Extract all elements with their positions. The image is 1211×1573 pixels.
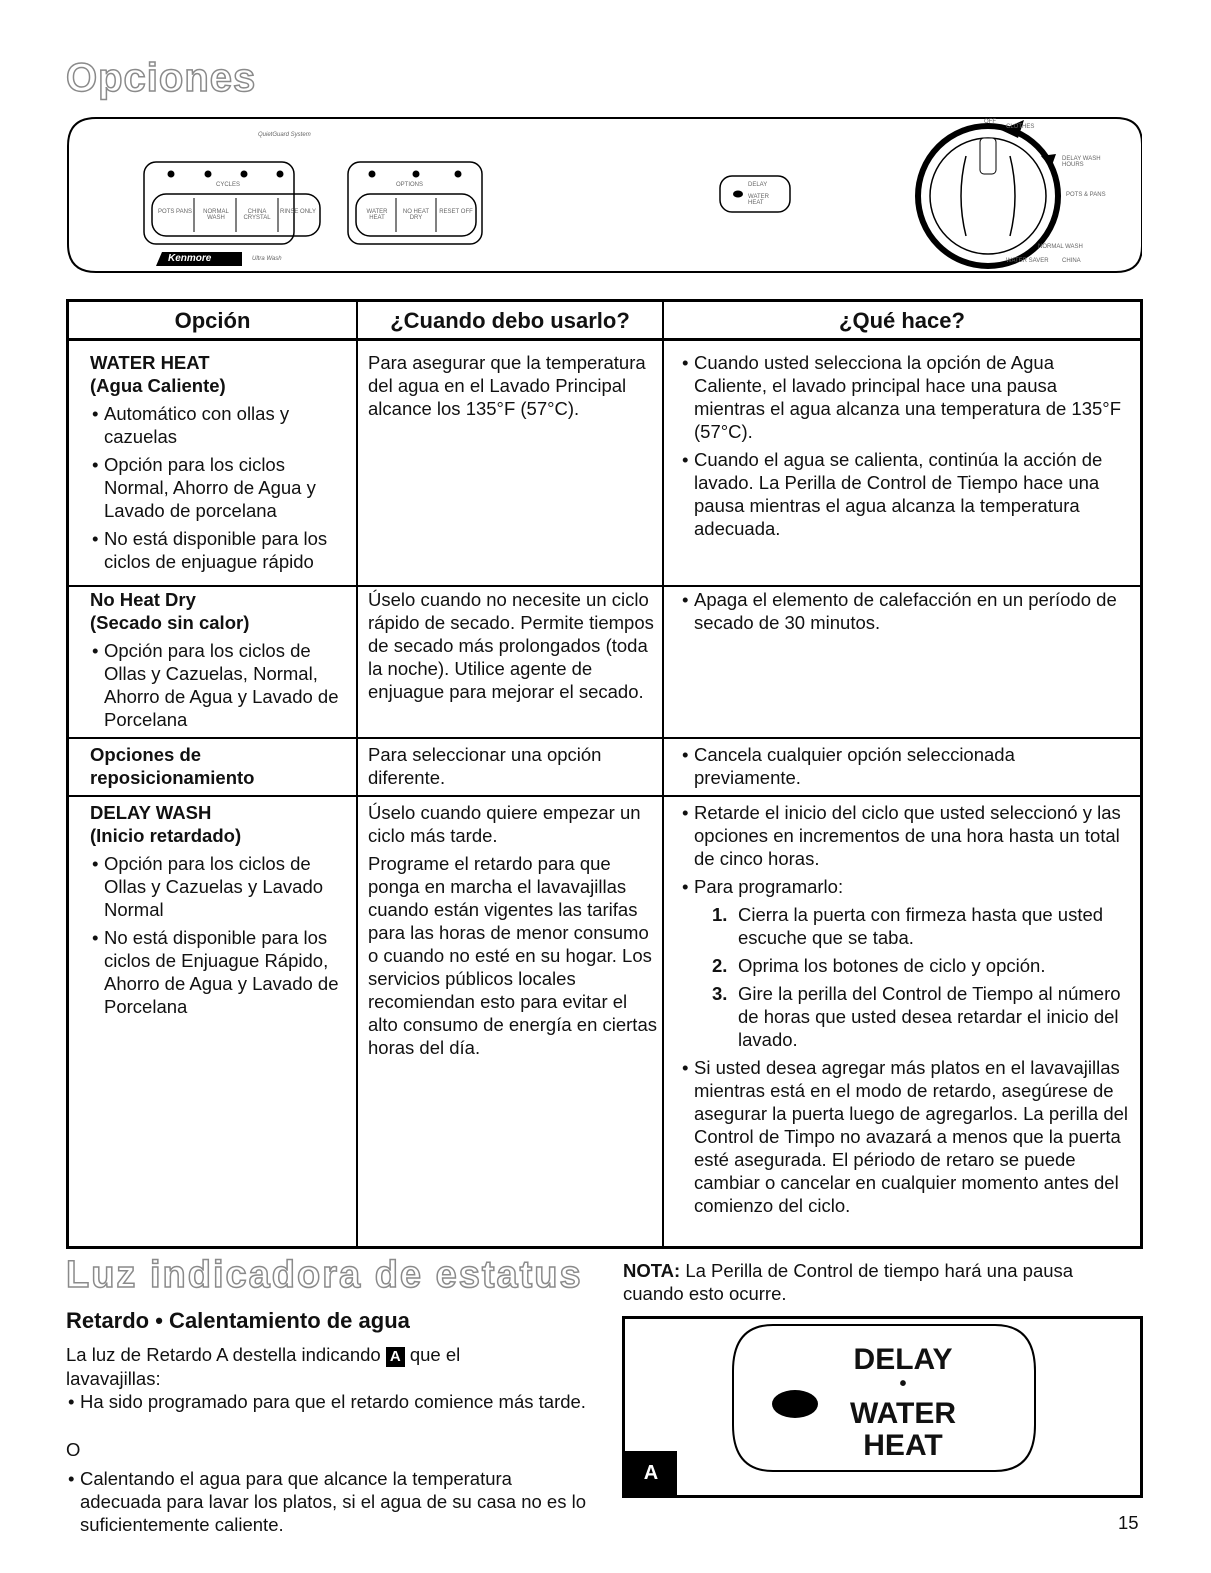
options-label: OPTIONS bbox=[396, 182, 424, 188]
row-reset-when: Para seleccionar una opción diferente. bbox=[368, 744, 602, 788]
cycle-button-3: CHINA CRYSTAL bbox=[243, 209, 271, 221]
dial-label-normal: NORMAL WASH bbox=[1038, 244, 1083, 250]
indicator-delay-text: DELAY bbox=[853, 1343, 953, 1376]
indicator-a-tag: A bbox=[625, 1451, 677, 1495]
ultra-wash-label: Ultra Wash bbox=[252, 256, 282, 262]
control-panel-illustration bbox=[66, 116, 1142, 274]
indicator-illustration bbox=[622, 1316, 1143, 1498]
page-title: Opciones bbox=[66, 56, 257, 100]
row-delay-wash-option: DELAY WASH (Inicio retardado) • Opción para los ciclos de Ollas y Cazuelas y Lavado Normal • No está disponible para los ciclos de Enjuague Rápido, Ahorro de Agua y Lavado de Porcelana bbox=[90, 801, 352, 1023]
dial-label-delay: DELAY WASH HOURS bbox=[1062, 156, 1101, 168]
indicator-dot: • bbox=[899, 1373, 907, 1395]
row-water-heat-when: Para asegurar que la temperatura del agua en el Lavado Principal alcance los 135°F (57°C). bbox=[368, 352, 646, 419]
header-option: Opción bbox=[174, 308, 251, 333]
note: NOTA: La Perilla de Control de tiempo hará una pausa cuando esto ocurre. bbox=[623, 1260, 1074, 1304]
kenmore-logo: Kenmore bbox=[168, 253, 212, 264]
dial-label-pots: POTS & PANS bbox=[1066, 192, 1106, 198]
dial-label-saver: WATER SAVER bbox=[1006, 258, 1049, 264]
header-what: ¿Qué hace? bbox=[839, 308, 965, 333]
options-table bbox=[66, 299, 1143, 1249]
row-reset-what: • Cancela cualquier opción seleccionada previamente. bbox=[680, 743, 1130, 794]
option-button-3: RESET OFF bbox=[439, 209, 473, 215]
panel-delay-label: DELAY bbox=[748, 182, 768, 188]
status-intro: La luz de Retardo A destella indicando A que el lavavajillas: bbox=[66, 1344, 461, 1389]
option-button-2: NO HEAT DRY bbox=[402, 209, 430, 221]
row-reset-option: Opciones de reposicionamiento bbox=[90, 744, 255, 788]
control-panel-outline bbox=[66, 116, 1142, 274]
dial-label-china: CHINA bbox=[1062, 258, 1081, 264]
row-no-heat-dry-what: • Apaga el elemento de calefacción en un período de secado de 30 minutos. bbox=[680, 588, 1130, 639]
marker-a-badge: A bbox=[386, 1347, 405, 1367]
row-delay-wash-when: Úselo cuando quiere empezar un ciclo más tarde. Programe el retardo para que ponga en marcha el lavavajillas cuando están vigentes las tarifas para las horas de menor consumo o cuando no esté en su hogar. Los servicios públicos locales recomiendan esto para evitar el alto consumo de energía en ciertas horas del día. bbox=[368, 802, 657, 1058]
status-bullet-1: • Ha sido programado para que el retardo comience más tarde. bbox=[66, 1390, 586, 1413]
header-when: ¿Cuando debo usarlo? bbox=[390, 308, 630, 333]
indicator-heat-text: HEAT bbox=[863, 1429, 943, 1462]
quietguard-label: QuietGuard System bbox=[258, 132, 311, 138]
dial-label-clothes: CLOTHES bbox=[1006, 124, 1035, 130]
row-no-heat-dry-when: Úselo cuando no necesite un ciclo rápido de secado. Permite tiempos de secado más prolongados (toda la noche). Utilice agente de enjuague para mejorar el secado. bbox=[368, 589, 654, 702]
indicator-water-text: WATER bbox=[849, 1397, 957, 1430]
row-no-heat-dry-option: No Heat Dry (Secado sin calor) • Opción para los ciclos de Ollas y Cazuelas, Normal, Ahorro de Agua y Lavado de Porcelana bbox=[90, 588, 352, 736]
row-water-heat-option: WATER HEAT (Agua Caliente) • Automático con ollas y cazuelas • Opción para los ciclos Normal, Ahorro de Agua y Lavado de porcelana • No está disponible para los ciclos de enjuague rápido bbox=[90, 351, 352, 578]
status-subtitle: Retardo • Calentamiento de agua bbox=[66, 1308, 410, 1333]
row-delay-wash-what: • Retarde el inicio del ciclo que usted seleccionó y las opciones en incrementos de una hora hasta un total de cinco horas. • Para programarlo: 1. Cierra la puerta con firmeza hasta que usted escuche que se taba. 2. Oprima los botones de ciclo y opción. 3. Gire la perilla del Control de Tiempo al número de horas que usted desea retardar el inicio del lavado. • Si usted desea agregar más platos en el lavavajillas mientras está en el modo de retardo, asegúrese de asegurar la puerta luego de agregarlos. La perilla del Control de Timpo no avazará a menos que la puerta esté asegurada. El périodo de retaro se puede cambiar o cancelar en cualquier momento antes del comienzo del ciclo. bbox=[680, 801, 1132, 1222]
panel-water-heat-label: WATER HEAT bbox=[748, 194, 769, 206]
cycle-button-2: NORMAL WASH bbox=[203, 209, 229, 221]
dial-label-off: OFF bbox=[984, 119, 996, 125]
status-or: O bbox=[66, 1439, 81, 1460]
page-number: 15 bbox=[1118, 1512, 1139, 1533]
cycle-button-1: POTS PANS bbox=[158, 209, 192, 215]
option-button-1: WATER HEAT bbox=[366, 209, 388, 221]
cycles-label: CYCLES bbox=[216, 182, 241, 188]
status-bullet-2: • Calentando el agua para que alcance la temperatura adecuada para lavar los platos, si el agua de su casa no es lo suficientemente caliente. bbox=[66, 1467, 586, 1536]
row-water-heat-what: • Cuando usted selecciona la opción de Agua Caliente, el lavado principal hace una pausa mientras el agua alcanza una temperatura de 135°F (57°C). • Cuando el agua se calienta, continúa la acción de lavado. La Perilla de Control de Tiempo hace una pausa mientras el agua alcanza la temperatura adecuada. bbox=[680, 351, 1130, 545]
cycle-button-4: RINSE ONLY bbox=[280, 209, 316, 215]
status-section-title: Luz indicadora de estatus bbox=[66, 1254, 583, 1296]
